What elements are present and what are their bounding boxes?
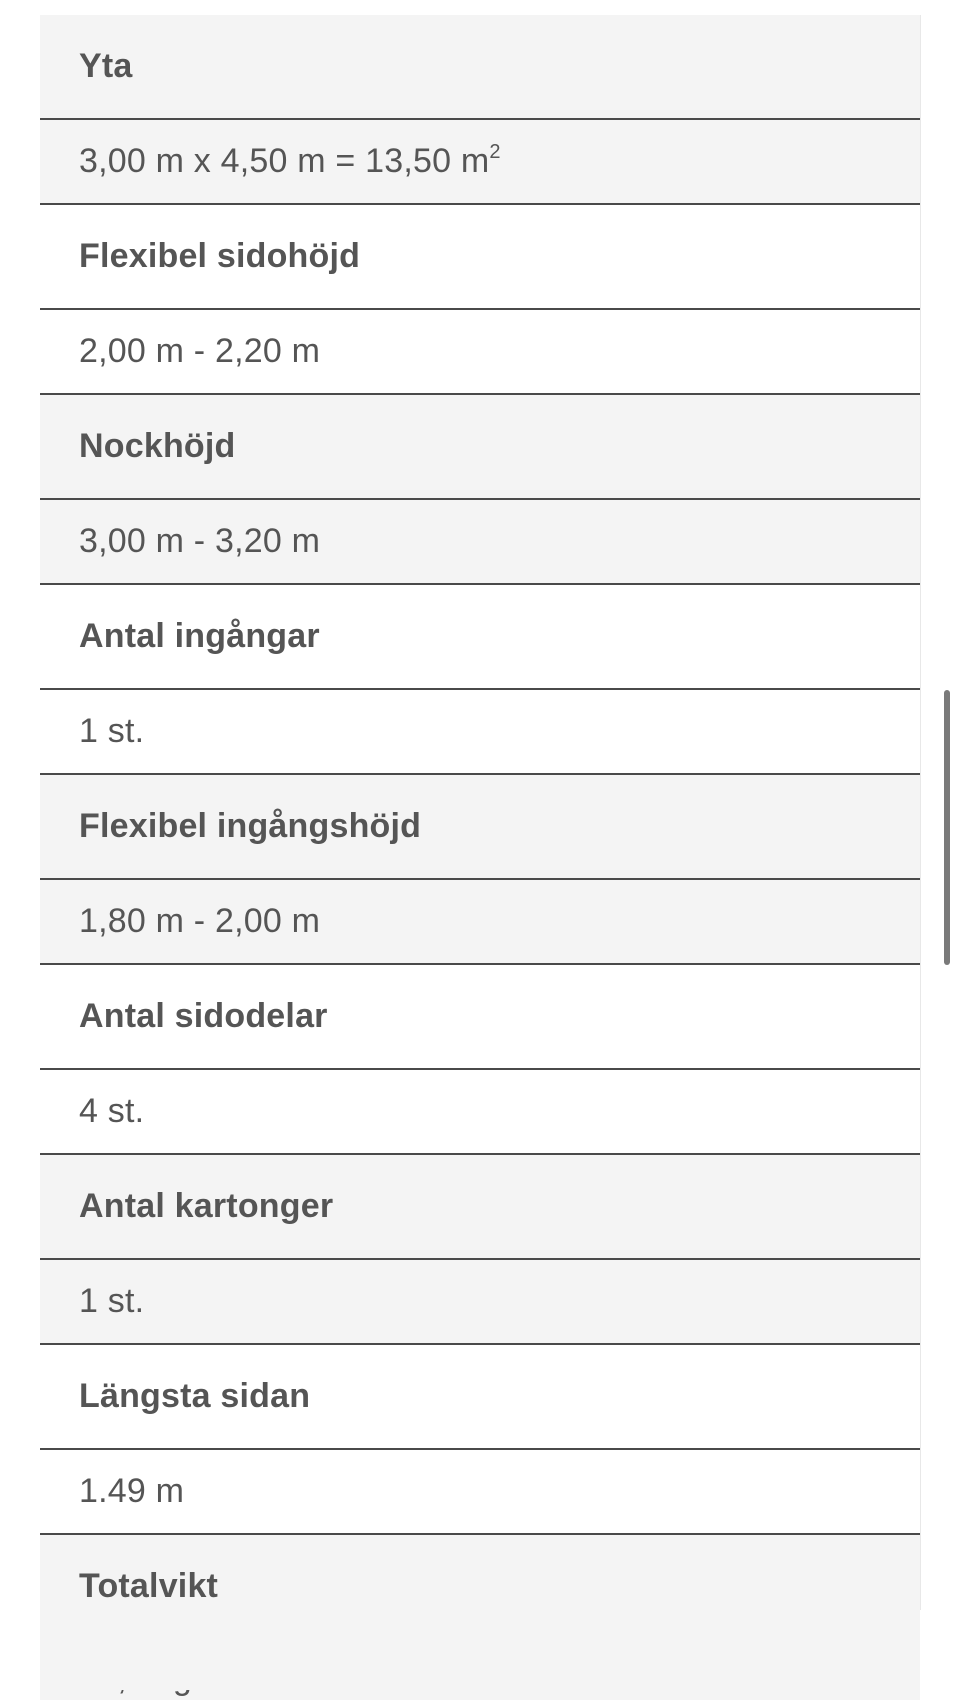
spec-table bbox=[40, 15, 920, 1700]
spec-row-value bbox=[40, 309, 920, 394]
spec-row-value bbox=[40, 119, 920, 204]
spec-row-label bbox=[40, 394, 920, 499]
spec-row-value bbox=[40, 879, 920, 964]
scrollbar-thumb[interactable] bbox=[944, 690, 950, 965]
spec-value: 3,00 m - 3,20 m bbox=[40, 499, 920, 584]
spec-label: Flexibel ingångshöjd bbox=[40, 774, 920, 879]
spec-row-label bbox=[40, 774, 920, 879]
spec-label: Längsta sidan bbox=[40, 1344, 920, 1449]
spec-value: 1,80 m - 2,00 m bbox=[40, 879, 920, 964]
spec-value: 4 st. bbox=[40, 1069, 920, 1154]
spec-row-label bbox=[40, 1534, 920, 1638]
table-bottom-padding bbox=[40, 1660, 920, 1690]
spec-row-label bbox=[40, 1344, 920, 1449]
spec-label: Yta bbox=[40, 15, 920, 119]
spec-value: 1 st. bbox=[40, 689, 920, 774]
spec-row-label bbox=[40, 584, 920, 689]
spec-row-label bbox=[40, 204, 920, 309]
spec-value: 3,00 m x 4,50 m = 13,50 $m^2$ bbox=[40, 119, 920, 204]
spec-row-value bbox=[40, 499, 920, 584]
spec-label: Totalvikt bbox=[40, 1534, 920, 1638]
spec-row-value bbox=[40, 1259, 920, 1344]
spec-row-value bbox=[40, 1449, 920, 1534]
spec-row-label bbox=[40, 964, 920, 1069]
spec-value: 1 st. bbox=[40, 1259, 920, 1344]
spec-row-value bbox=[40, 689, 920, 774]
spec-row-value bbox=[40, 1069, 920, 1154]
spec-value: 2,00 m - 2,20 m bbox=[40, 309, 920, 394]
superscript: 2 bbox=[489, 141, 501, 163]
spec-label: Antal ingångar bbox=[40, 584, 920, 689]
spec-label: Nockhöjd bbox=[40, 394, 920, 499]
spec-row-label bbox=[40, 1154, 920, 1259]
spec-label: Flexibel sidohöjd bbox=[40, 204, 920, 309]
spec-row-label bbox=[40, 15, 920, 119]
spec-value: 1.49 m bbox=[40, 1449, 920, 1534]
spec-label: Antal kartonger bbox=[40, 1154, 920, 1259]
spec-label: Antal sidodelar bbox=[40, 964, 920, 1069]
